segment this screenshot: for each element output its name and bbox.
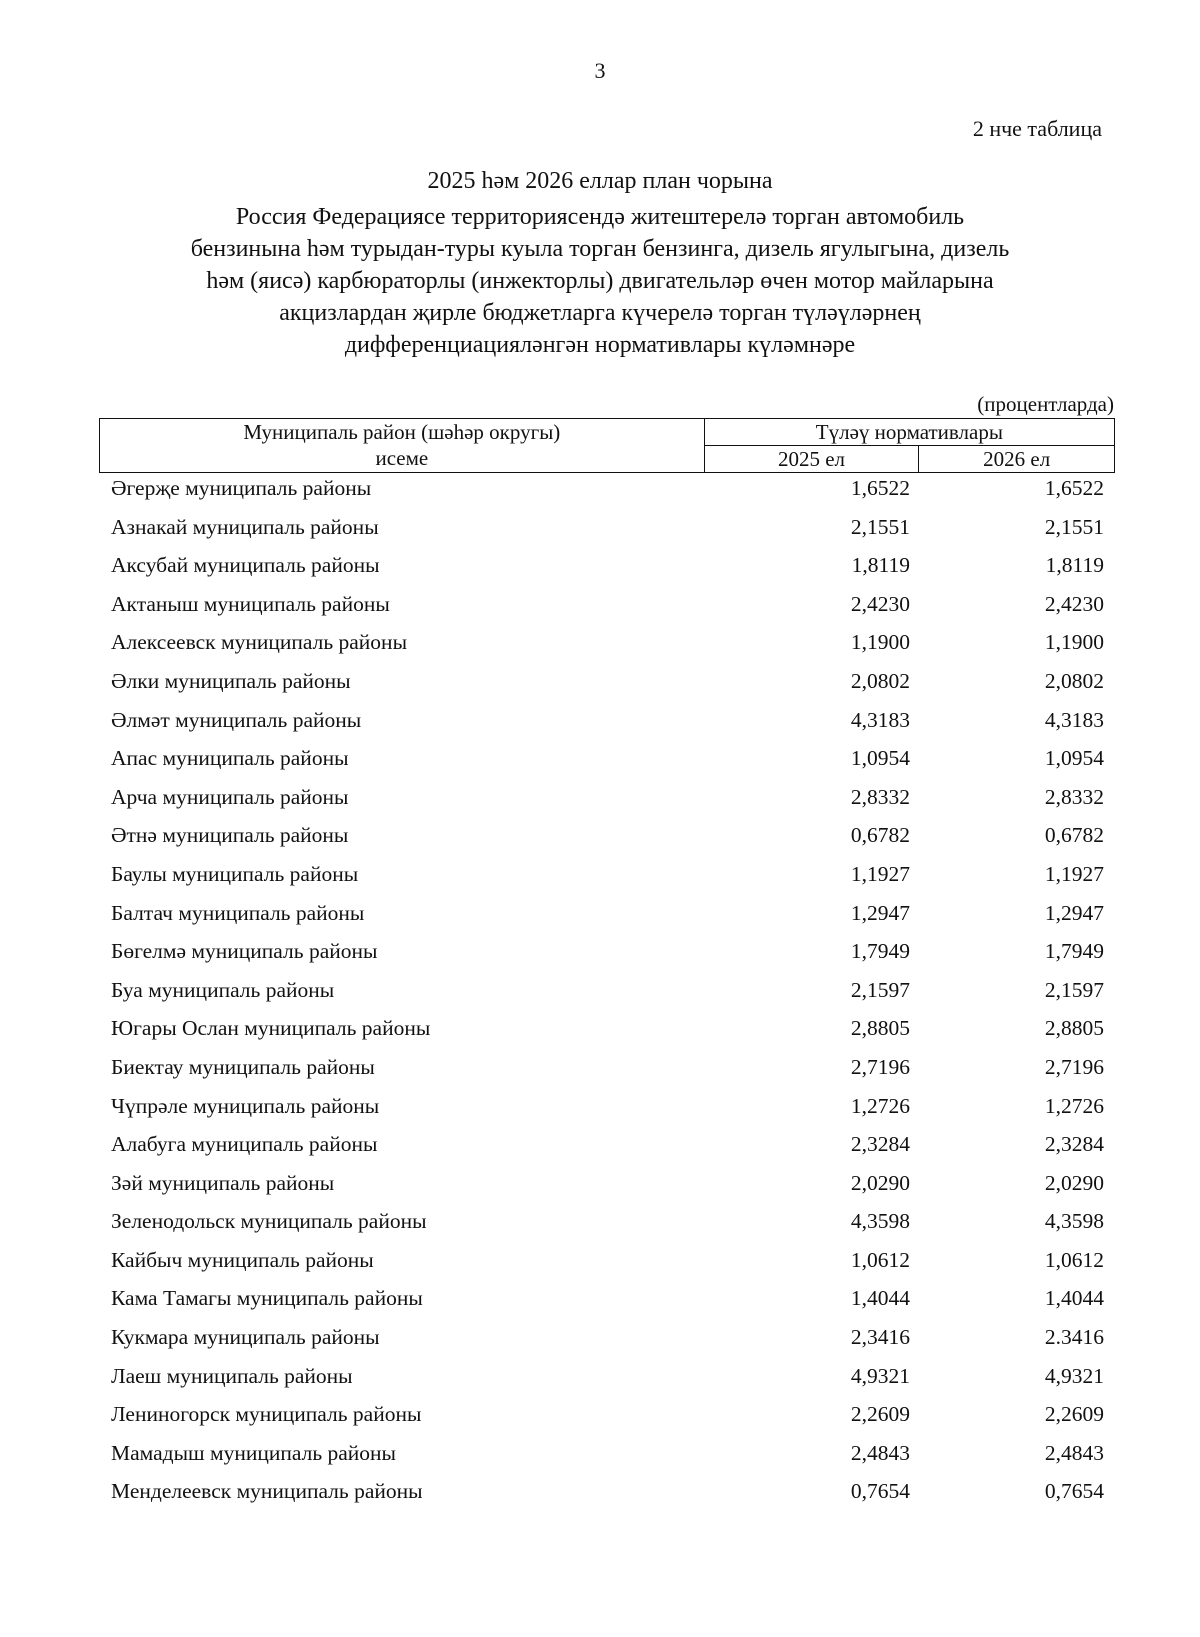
table-label: 2 нче таблица [972, 116, 1102, 141]
district-name: Әлки муниципаль районы [111, 668, 351, 693]
value-2025: 2,2609 [850, 1402, 910, 1427]
table-header [99, 418, 1115, 473]
value-2026: 2,8332 [1044, 784, 1104, 809]
value-2025: 1,1927 [850, 861, 910, 886]
district-name: Лаеш муниципаль районы [111, 1363, 353, 1388]
value-2025: 2,7196 [850, 1054, 910, 1079]
value-2025: 4,3183 [850, 707, 910, 732]
value-2026: 0,6782 [1044, 823, 1104, 848]
title-line-2: Россия Федерациясе территориясендә житештерелә торган автомобиль [235, 204, 965, 230]
district-name: Югары Ослан муниципаль районы [111, 1016, 431, 1041]
value-2026: 1,1900 [1044, 630, 1104, 655]
table-row [0, 669, 1200, 708]
district-name: Алабуга муниципаль районы [111, 1132, 378, 1157]
value-2025: 2,8332 [850, 784, 910, 809]
value-2025: 1,0954 [850, 746, 910, 771]
value-2025: 0,7654 [850, 1479, 910, 1504]
value-2025: 2,3416 [850, 1325, 910, 1350]
value-2026: 1,6522 [1044, 476, 1104, 500]
year-2025-header: 2025 ел [704, 446, 919, 473]
table-row [0, 1132, 1200, 1171]
title-line-3: бензинына һәм турыдан-туры куыла торган бензинга, дизель ягулыгына, дизель [190, 236, 1010, 262]
name-column-header-line1: Муниципаль район (шәһәр округы) [243, 420, 561, 444]
value-2025: 2,8805 [850, 1016, 910, 1041]
table-row [0, 939, 1200, 978]
table-row [0, 1016, 1200, 1055]
district-name: Кайбыч муниципаль районы [111, 1247, 374, 1272]
value-2026: 2,2609 [1044, 1402, 1104, 1427]
value-2025: 1,4044 [850, 1286, 910, 1311]
table-row [0, 978, 1200, 1017]
value-2026: 1,2726 [1044, 1093, 1104, 1118]
table-row [0, 1286, 1200, 1325]
table-row [0, 515, 1200, 554]
table-row [0, 823, 1200, 862]
district-name: Биектау муниципаль районы [111, 1054, 375, 1079]
value-2025: 2,4230 [850, 591, 910, 616]
district-name: Балтач муниципаль районы [111, 900, 365, 925]
table-row [0, 1094, 1200, 1133]
table-row [0, 1248, 1200, 1287]
table-row [0, 476, 1200, 515]
value-2025: 1,8119 [851, 553, 910, 578]
table-row [0, 746, 1200, 785]
name-column-header-line2: исеме [375, 446, 429, 470]
value-2026: 2,0290 [1044, 1170, 1104, 1195]
district-name: Зеленодольск муниципаль районы [111, 1209, 427, 1234]
district-name: Арча муниципаль районы [111, 784, 349, 809]
title-line-6: дифференциацияләнгән нормативлары күләмнәре [344, 332, 856, 358]
district-name: Лениногорск муниципаль районы [111, 1402, 422, 1427]
district-name: Кукмара муниципаль районы [111, 1325, 380, 1350]
value-2025: 1,2947 [850, 900, 910, 925]
value-2025: 4,9321 [850, 1363, 910, 1388]
value-2026: 2.3416 [1044, 1325, 1104, 1350]
table-row [0, 630, 1200, 669]
value-2025: 0,6782 [850, 823, 910, 848]
district-name: Апас муниципаль районы [111, 746, 349, 771]
district-name: Зәй муниципаль районы [111, 1170, 335, 1195]
title-line-1: 2025 һәм 2026 еллар план чорына [427, 168, 773, 194]
value-2025: 1,7949 [850, 939, 910, 964]
value-2026: 2,4230 [1044, 591, 1104, 616]
table-row [0, 1325, 1200, 1364]
district-name: Әлмәт муниципаль районы [111, 707, 362, 732]
table-row [0, 1171, 1200, 1210]
value-2025: 2,0290 [850, 1170, 910, 1195]
district-name: Әгерҗе муниципаль районы [111, 476, 372, 500]
title-line-5: акцизлардан җирле бюджетларга күчерелә торган түләүләрнең [279, 300, 921, 326]
district-name: Актаныш муниципаль районы [111, 591, 390, 616]
value-2026: 2,4843 [1044, 1440, 1104, 1465]
district-name: Менделеевск муниципаль районы [111, 1479, 423, 1504]
table-row [0, 1209, 1200, 1248]
value-2025: 1,0612 [850, 1247, 910, 1272]
value-2026: 0,7654 [1044, 1479, 1104, 1504]
value-2026: 1,4044 [1044, 1286, 1104, 1311]
table-body [0, 476, 1200, 1518]
value-2026: 1,2947 [1044, 900, 1104, 925]
value-2025: 1,6522 [850, 476, 910, 500]
value-2026: 1,7949 [1044, 939, 1104, 964]
value-2025: 2,1597 [850, 977, 910, 1002]
district-name: Аксубай муниципаль районы [111, 553, 380, 578]
district-name: Чүпрәле муниципаль районы [111, 1093, 380, 1118]
title-line-4: һәм (яисә) карбюраторлы (инжекторлы) двигательләр өчен мотор майларына [206, 268, 994, 294]
district-name: Кама Тамагы муниципаль районы [111, 1286, 423, 1311]
district-name: Әтнә муниципаль районы [111, 823, 349, 848]
table-row [0, 1441, 1200, 1480]
table-row [0, 862, 1200, 901]
value-2026: 4,3598 [1044, 1209, 1104, 1234]
value-2026: 2,0802 [1044, 668, 1104, 693]
unit-note: (процентларда) [977, 392, 1114, 416]
value-2026: 1,0954 [1044, 746, 1104, 771]
table-row [0, 592, 1200, 631]
table-row [0, 553, 1200, 592]
value-2026: 2,7196 [1044, 1054, 1104, 1079]
table-row [0, 1364, 1200, 1403]
page-number: 3 [594, 58, 606, 83]
table-row [0, 1479, 1200, 1518]
value-2025: 4,3598 [850, 1209, 910, 1234]
district-name: Алексеевск муниципаль районы [111, 630, 408, 655]
value-2025: 1,1900 [850, 630, 910, 655]
district-name: Баулы муниципаль районы [111, 861, 359, 886]
value-2026: 1,1927 [1044, 861, 1104, 886]
table-row [0, 785, 1200, 824]
value-2025: 2,0802 [850, 668, 910, 693]
value-2026: 2,3284 [1044, 1132, 1104, 1157]
district-name: Буа муниципаль районы [111, 977, 335, 1002]
value-2026: 1,0612 [1044, 1247, 1104, 1272]
table-row [0, 901, 1200, 940]
value-2025: 2,1551 [850, 514, 910, 539]
table-row [0, 1402, 1200, 1441]
payment-norms-group-header: Түләү нормативлары [704, 419, 1114, 446]
value-2026: 1,8119 [1045, 553, 1104, 578]
value-2026: 2,1597 [1044, 977, 1104, 1002]
value-2026: 4,9321 [1044, 1363, 1104, 1388]
district-name: Мамадыш муниципаль районы [111, 1440, 397, 1465]
table-row [0, 708, 1200, 747]
value-2025: 1,2726 [850, 1093, 910, 1118]
value-2026: 4,3183 [1044, 707, 1104, 732]
value-2026: 2,1551 [1044, 514, 1104, 539]
name-column-header [100, 419, 705, 473]
value-2025: 2,4843 [850, 1440, 910, 1465]
value-2025: 2,3284 [850, 1132, 910, 1157]
year-2026-header: 2026 ел [919, 446, 1115, 473]
value-2026: 2,8805 [1044, 1016, 1104, 1041]
district-name: Бөгелмә муниципаль районы [111, 939, 378, 964]
district-name: Азнакай муниципаль районы [111, 514, 379, 539]
table-row [0, 1055, 1200, 1094]
